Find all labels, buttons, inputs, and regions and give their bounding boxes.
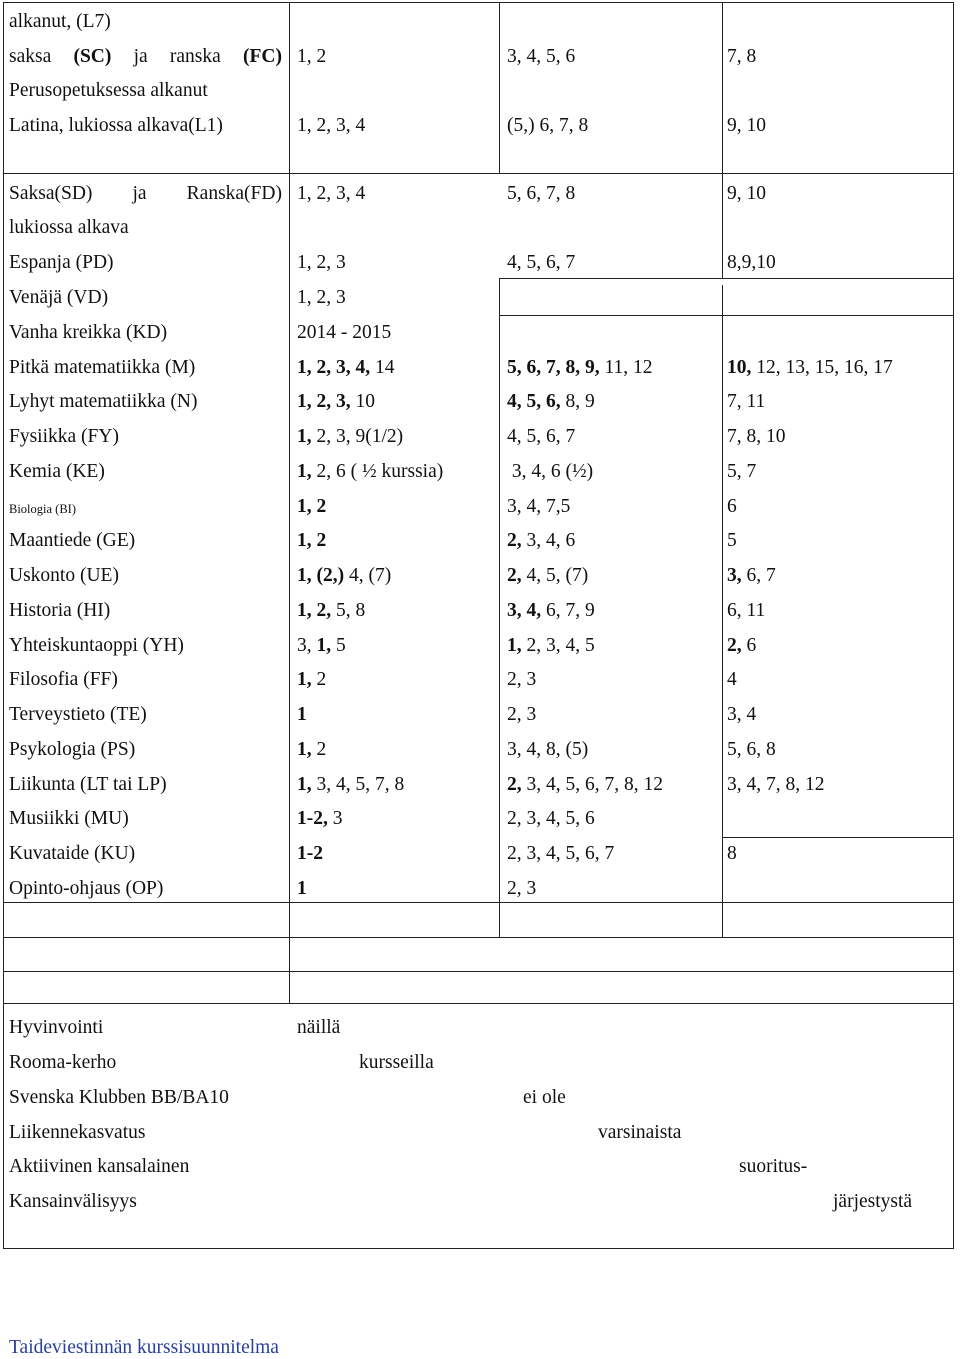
course-cell-rest: 2 <box>311 739 327 760</box>
course-cell <box>507 635 595 657</box>
subject-label: alkanut, (L7) <box>9 11 111 32</box>
course-cell-rest: 12, 13, 15, 16, 17 <box>751 357 893 378</box>
course-cell: 6, 11 <box>727 600 766 621</box>
course-cell-rest: 11, 12 <box>599 357 653 378</box>
course-cell <box>507 391 595 413</box>
course-cell-bold: 4, 5, 6, <box>507 391 561 412</box>
course-cell-bold: 1, 2, 3, 4, <box>297 357 371 378</box>
course-cell-bold: 2, <box>507 530 522 551</box>
course-cell-rest: 8, 9 <box>560 391 595 412</box>
row-divider <box>499 278 953 279</box>
course-cell: 7, 11 <box>727 391 766 412</box>
subject-label: Kuvataide (KU) <box>9 843 136 864</box>
subject-word: ranska <box>169 46 221 67</box>
course-cell-rest: 10 <box>350 391 375 412</box>
subject-label: Pitkä matematiikka (M) <box>9 357 196 378</box>
course-cell: 9, 10 <box>727 183 766 204</box>
extra-activity: Aktiivinen kansalainen <box>9 1156 190 1177</box>
course-cell: 2, 3 <box>507 704 537 725</box>
course-cell <box>297 878 307 900</box>
note-word: kursseilla <box>359 1052 434 1073</box>
course-cell <box>727 357 893 379</box>
course-cell <box>297 669 326 691</box>
course-cell-bold: 1, <box>316 635 332 656</box>
course-cell: 6 <box>727 496 737 517</box>
column-divider <box>722 285 723 354</box>
course-cell-bold: 3, 4, <box>507 600 542 621</box>
course-cell-bold: 1, 2, 3, <box>297 391 351 412</box>
subject-word: (FC) <box>242 46 282 67</box>
course-cell <box>507 530 575 552</box>
course-cell: 2, 3 <box>507 669 537 690</box>
course-cell-rest: 5, 8 <box>331 600 366 621</box>
subject-label: Musiikki (MU) <box>9 808 129 829</box>
course-cell <box>297 808 343 830</box>
subject-word: Ranska(FD) <box>186 183 282 204</box>
course-cell <box>297 391 375 413</box>
course-cell-bold: 1 <box>297 704 307 725</box>
course-cell-bold: 1, <box>297 774 312 795</box>
course-cell: 1, 2 <box>297 46 327 67</box>
course-cell: 1, 2, 3 <box>297 252 346 273</box>
subject-label: Historia (HI) <box>9 600 111 621</box>
course-cell-rest: 2, 6 ( ½ kurssia) <box>311 461 444 482</box>
course-cell-rest: 3, 4, 5, 7, 8 <box>311 774 405 795</box>
subject-label: Latina, lukiossa alkava(L1) <box>9 115 223 136</box>
course-cell <box>297 774 404 796</box>
subject-label: Vanha kreikka (KD) <box>9 322 168 343</box>
course-cell-bold: 10, <box>727 357 752 378</box>
note-word: varsinaista <box>598 1122 682 1143</box>
course-cell: 3, 4, 7, 8, 12 <box>727 774 825 795</box>
course-cell-rest: 14 <box>370 357 395 378</box>
course-cell-rest: 2, 3, 4, 5 <box>521 635 595 656</box>
course-cell: 3, 4 <box>727 704 757 725</box>
course-cell <box>297 600 365 622</box>
course-cell: 2, 3 <box>507 878 537 899</box>
course-cell: 3, 4, 5, 6 <box>507 46 576 67</box>
course-cell: 3, 4, 6 (½) <box>507 461 594 482</box>
course-cell-bold: 1, <box>297 669 312 690</box>
course-cell-bold: 1, <box>297 426 312 447</box>
course-cell: 1, 2, 3, 4 <box>297 115 366 136</box>
row-divider <box>4 173 953 174</box>
subject-label: Liikunta (LT tai LP) <box>9 774 167 795</box>
course-cell-rest: 6, 7, 9 <box>541 600 595 621</box>
course-cell-bold: 1-2 <box>297 843 323 864</box>
course-cell: 3, 4, 8, (5) <box>507 739 589 760</box>
course-cell: 9, 10 <box>727 115 766 136</box>
row-divider <box>4 902 953 903</box>
course-cell: 8,9,10 <box>727 252 776 273</box>
course-cell-rest: 5 <box>331 635 346 656</box>
row-divider <box>722 837 953 838</box>
course-cell-rest: 6, 7 <box>741 565 776 586</box>
course-cell <box>727 565 776 587</box>
column-divider <box>722 837 723 937</box>
subject-label: Espanja (PD) <box>9 252 114 273</box>
course-cell: 4, 5, 6, 7 <box>507 426 576 447</box>
row-divider <box>499 315 953 316</box>
subject-label: Opinto-ohjaus (OP) <box>9 878 164 899</box>
course-cell-rest: 3 <box>327 808 343 829</box>
row-divider <box>4 937 953 938</box>
course-cell <box>297 565 391 587</box>
subject-label: Uskonto (UE) <box>9 565 119 586</box>
course-cell-rest: 3, 4, 5, 6, 7, 8, 12 <box>521 774 663 795</box>
subject-label-line2: lukiossa alkava <box>9 217 129 238</box>
footer-title: Taideviestinnän kurssisuunnitelma <box>9 1337 279 1358</box>
subject-word: Saksa(SD) <box>9 183 93 204</box>
subject-label: Terveystieto (TE) <box>9 704 147 725</box>
subject-label-line2: Perusopetuksessa alkanut <box>9 80 208 101</box>
row-divider <box>4 1003 953 1004</box>
course-cell: 5, 7 <box>727 461 757 482</box>
subject-label: Biologia (BI) <box>9 502 77 516</box>
column-divider <box>722 3 723 278</box>
subject-word: ja <box>132 183 147 204</box>
course-cell <box>297 843 323 865</box>
course-cell-bold: 5, 6, 7, 8, 9, <box>507 357 600 378</box>
course-cell-bold: 1-2, <box>297 808 328 829</box>
course-cell <box>507 565 588 587</box>
extra-activity: Rooma-kerho <box>9 1052 117 1073</box>
course-cell: 2, 3, 4, 5, 6, 7 <box>507 843 615 864</box>
course-cell-bold: 1, <box>297 739 312 760</box>
extra-activity: Svenska Klubben BB/BA10 <box>9 1087 229 1108</box>
column-divider <box>722 354 723 868</box>
course-cell: 8 <box>727 843 737 864</box>
course-cell <box>297 357 395 379</box>
course-cell-bold: 1, <box>297 461 312 482</box>
course-cell-rest: 3, 4, 6 <box>521 530 576 551</box>
course-cell <box>297 704 307 726</box>
course-cell-bold: 1 <box>297 878 307 899</box>
course-cell <box>297 635 346 657</box>
extra-activity: Liikennekasvatus <box>9 1122 146 1143</box>
subject-label: Maantiede (GE) <box>9 530 136 551</box>
course-cell <box>507 357 653 379</box>
course-cell <box>507 774 663 796</box>
course-cell-rest: 2 <box>311 669 327 690</box>
course-cell-pre: 3, <box>297 635 317 656</box>
course-cell-rest: 4, (7) <box>344 565 392 586</box>
course-cell: 2, 3, 4, 5, 6 <box>507 808 595 829</box>
course-cell: 4, 5, 6, 7 <box>507 252 576 273</box>
course-cell-bold: 1, 2, <box>297 600 332 621</box>
course-cell-bold: 2, <box>507 565 522 586</box>
note-word: järjestystä <box>833 1191 913 1212</box>
course-cell: 7, 8, 10 <box>727 426 786 447</box>
course-cell: 2014 - 2015 <box>297 322 392 343</box>
course-cell: 5, 6, 7, 8 <box>507 183 576 204</box>
course-cell-rest: 4, 5, (7) <box>521 565 589 586</box>
extra-activity: Kansainvälisyys <box>9 1191 137 1212</box>
course-cell <box>727 635 756 657</box>
course-cell-bold: 2, <box>507 774 522 795</box>
course-cell-bold: 1, 2 <box>297 530 327 551</box>
course-cell: (5,) 6, 7, 8 <box>507 115 589 136</box>
subject-label: Lyhyt matematiikka (N) <box>9 391 198 412</box>
subject-word: (SC) <box>73 46 112 67</box>
subject-label: Kemia (KE) <box>9 461 105 482</box>
subject-label: Venäjä (VD) <box>9 287 109 308</box>
subject-word: ja <box>133 46 148 67</box>
course-cell <box>297 426 403 448</box>
subject-label: Psykologia (PS) <box>9 739 136 760</box>
course-cell <box>297 530 326 552</box>
row-divider <box>4 971 953 972</box>
course-cell: 5 <box>727 530 737 551</box>
course-cell <box>507 600 595 622</box>
course-cell: 5, 6, 8 <box>727 739 776 760</box>
column-divider <box>499 3 500 173</box>
subject-label <box>9 183 282 205</box>
subject-label <box>9 46 282 68</box>
course-cell-rest: 6 <box>741 635 757 656</box>
course-cell-bold: 2, <box>727 635 742 656</box>
course-cell: 3, 4, 7,5 <box>507 496 571 517</box>
course-cell-bold: 1, <box>507 635 522 656</box>
course-cell <box>297 739 326 761</box>
note-word: näillä <box>297 1017 341 1038</box>
course-cell: 1, 2, 3 <box>297 287 346 308</box>
note-word: ei ole <box>523 1087 566 1108</box>
extra-activity: Hyvinvointi <box>9 1017 104 1038</box>
subject-label: Fysiikka (FY) <box>9 426 119 447</box>
column-divider <box>289 3 290 1003</box>
course-cell-bold: 1, (2,) <box>297 565 345 586</box>
subject-label: Filosofia (FF) <box>9 669 118 690</box>
course-cell-bold: 1, 2 <box>297 496 327 517</box>
course-cell-bold: 3, <box>727 565 742 586</box>
course-cell-rest: 2, 3, 9(1/2) <box>311 426 404 447</box>
course-cell <box>297 496 326 518</box>
course-cell <box>297 461 443 483</box>
subject-label: Yhteiskuntaoppi (YH) <box>9 635 184 656</box>
course-cell: 4 <box>727 669 737 690</box>
note-word: suoritus- <box>739 1156 808 1177</box>
course-cell: 7, 8 <box>727 46 757 67</box>
column-divider <box>499 278 500 937</box>
course-cell: 1, 2, 3, 4 <box>297 183 366 204</box>
subject-word: saksa <box>9 46 52 67</box>
